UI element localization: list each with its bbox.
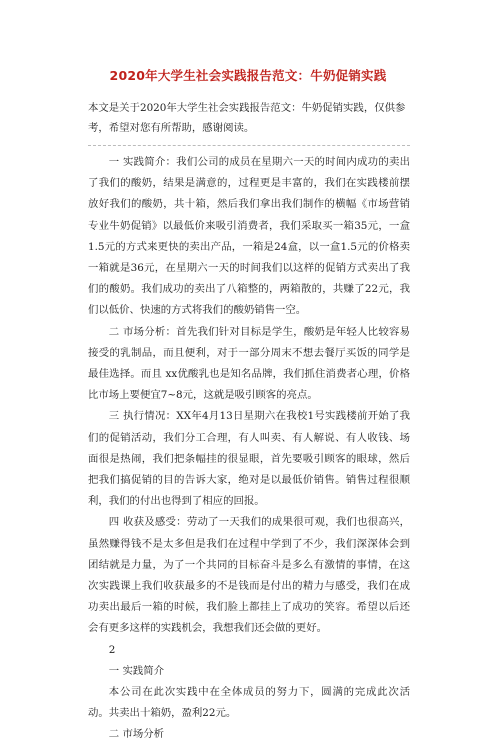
document-body (88, 152, 410, 746)
paragraph-gains: 四 收获及感受：劳动了一天我们的成果很可观，我们也很高兴，虽然赚得钱不是太多但是我们在过程中学到了不少，我们深深体会到团结就是力量，为了一个共同的目标奋斗是多么有激情的事情，在这次实践课上我们收获最多的不是钱而是付出的精力与感受，我们在成功卖出最后一箱的时候，我们脸上都挂上了成功的笑容。希望以后还会有更多这样的实践机会，我想我们还会做的更好。 (88, 516, 410, 635)
document-title: 2020年大学生社会实践报告范文：牛奶促销实践 (109, 68, 387, 83)
paragraph-company-summary: 本公司在此次实践中在全体成员的努力下，圆满的完成此次活动。共卖出十箱奶，盈利22元。 (88, 686, 410, 720)
document-intro: 本文是关于2020年大学生社会实践报告范文：牛奶促销实践，仅供参考，希望对您有所帮助，感谢阅读。 (88, 102, 406, 134)
heading-market-analysis: 二 市场分析 (108, 728, 165, 741)
paragraph-market-analysis: 二 市场分析：首先我们针对目标是学生，酸奶是年轻人比较容易接受的乳制品，而且便利，对于一部分周末不想去餐厅买饭的同学是最佳选择。而且 xx优酸乳也是知名品牌，我们抓住消费者心理，价格比市场上要便宜7~8元，这就是吸引顾客的亮点。 (88, 325, 410, 402)
section-number: 2 (108, 643, 116, 656)
heading-practice-intro: 一 实践简介 (108, 664, 165, 677)
paragraph-execution: 三 执行情况：XX年4月13日星期六在我校1号实践楼前开始了我们的促销活动，我们分工合理，有人叫卖、有人解说、有人收钱、场面很是热闹，我们把条幅挂的很显眼，首先要吸引顾客的眼球，然后把我们搞促销的目的告诉大家，绝对是以最低价销售。销售过程很顺利，我们的付出也得到了相应的回报。 (88, 410, 410, 508)
paragraph-practice-intro: 一 实践简介：我们公司的成员在星期六一天的时间内成功的卖出了我们的酸奶，结果是满意的，过程更是丰富的，我们在实践楼前摆放好我们的酸奶，共十箱，然后我们拿出我们制作的横幅《市场营销专业牛奶促销》以最低价来吸引消费者，我们采取买一箱35元，一盒1.5元的方式来更快的卖出产品，一箱是24盒，以一盒1.5元的价格卖一箱就是36元，在星期六一天的时间我们以这样的促销方式卖出了我们的酸奶。我们成功的卖出了八箱整的，两箱散的，共赚了22元，我们以低价、快速的方式将我们的酸奶销售一空。 (88, 156, 410, 317)
divider (88, 145, 410, 146)
